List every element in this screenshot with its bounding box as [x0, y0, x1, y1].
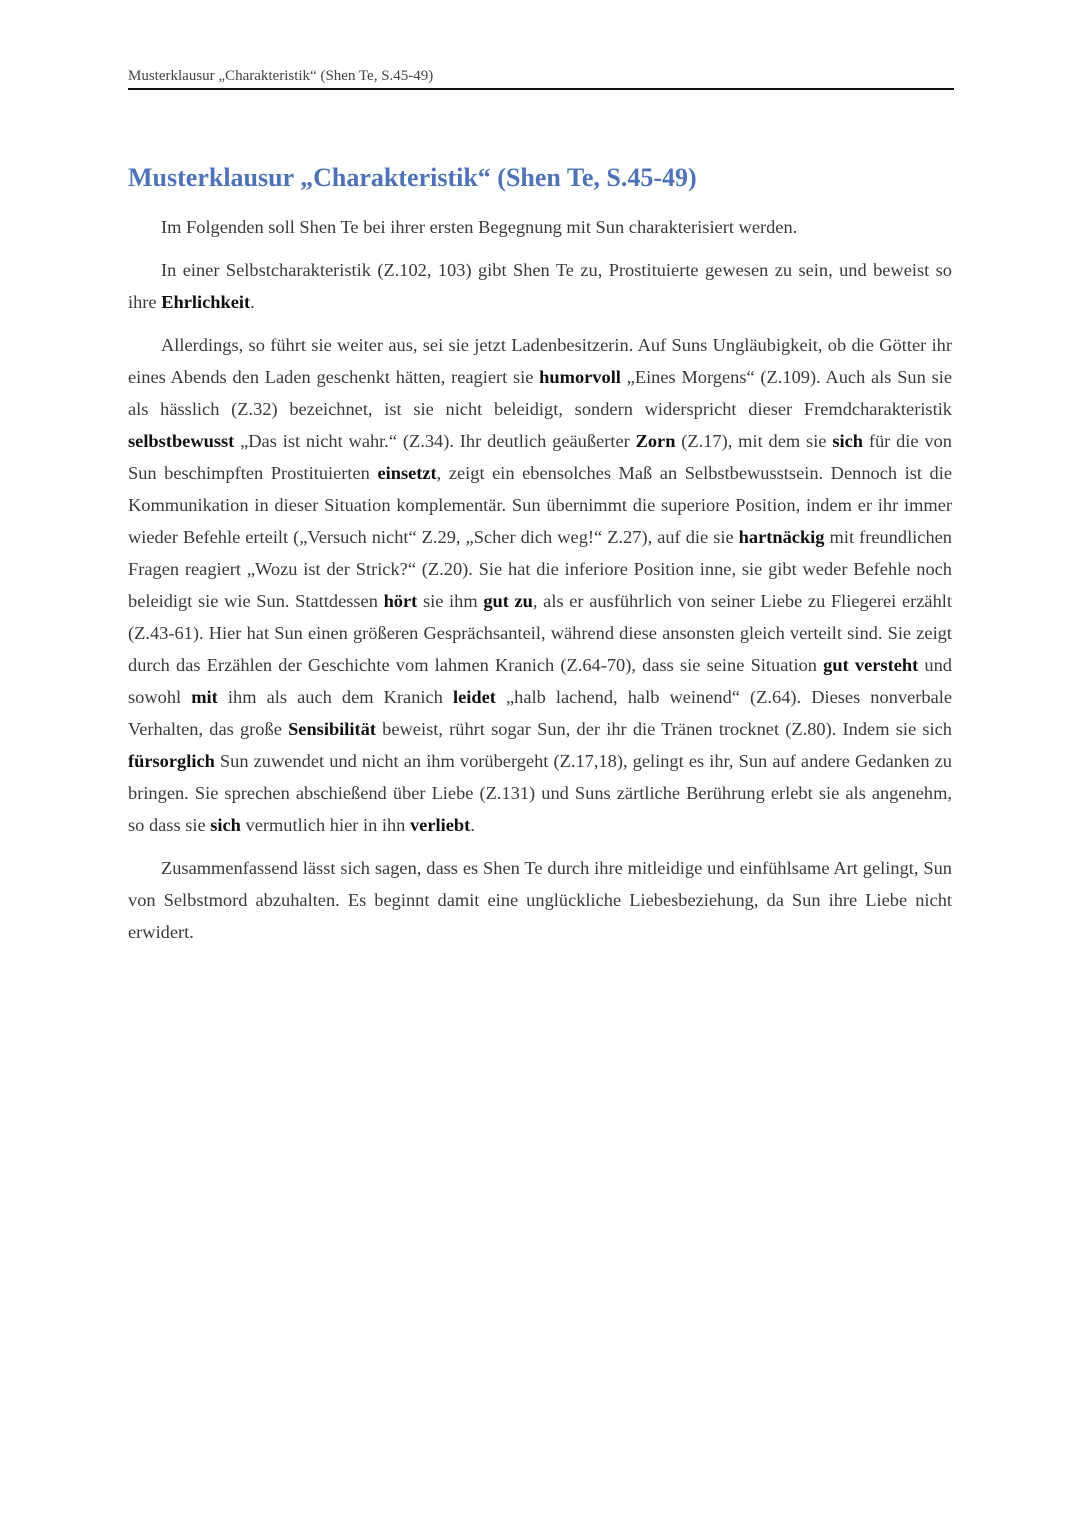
- text-run: .: [250, 292, 255, 312]
- emphasized-term: selbstbewusst: [128, 431, 235, 451]
- text-run: Im Folgenden soll Shen Te bei ihrer ersten Begegnung mit Sun charakterisiert werden.: [161, 217, 798, 237]
- text-run: beweist, rührt sogar Sun, der ihr die Tränen trocknet (Z.80). Indem sie sich: [375, 719, 952, 739]
- text-run: „Das ist nicht wahr.“ (Z.34). Ihr deutlich geäußerter: [234, 431, 636, 451]
- text-run: .: [470, 815, 475, 835]
- emphasized-term: hartnäckig: [738, 527, 825, 547]
- document-body: [128, 211, 952, 959]
- emphasized-term: verliebt: [409, 815, 471, 835]
- paragraph-conclusion: [128, 852, 952, 948]
- emphasized-term: humorvoll: [539, 367, 621, 387]
- text-run: , als er ausführlich von seiner Liebe zu Fliegerei erzählt (Z.43-61). Hier hat Sun einen größeren Gesprächsanteil, während diese ansonsten gleich verteilt sind. Sie zeigt durch das Erzählen der Geschichte vom lahmen Kranich (Z.64-70), dass sie seine Situation: [128, 591, 952, 675]
- emphasized-term: mit: [191, 687, 218, 707]
- text-run: für die von Sun beschimpften Prostituierten: [128, 431, 952, 483]
- emphasized-term: leidet: [452, 687, 496, 707]
- emphasized-term: sich: [210, 815, 241, 835]
- document-title: Musterklausur „Charakteristik“ (Shen Te, S.45-49): [128, 163, 697, 192]
- emphasized-term: Sensibilität: [288, 719, 376, 739]
- text-run: vermutlich hier in ihn: [240, 815, 410, 835]
- emphasized-term: gut zu: [483, 591, 533, 611]
- text-run: und sowohl: [128, 655, 952, 707]
- emphasized-term: gut versteht: [823, 655, 919, 675]
- running-header: [128, 64, 954, 90]
- emphasized-term: hört: [383, 591, 418, 611]
- text-run: „Eines Morgens“ (Z.109). Auch als Sun sie als hässlich (Z.32) bezeichnet, ist sie nicht beleidigt, sondern widerspricht dieser Fremdcharakteristik: [128, 367, 953, 419]
- paragraph-honesty: [128, 254, 952, 318]
- text-run: Zusammenfassend lässt sich sagen, dass es Shen Te durch ihre mitleidige und einfühlsame Art gelingt, Sun von Selbstmord abzuhalten. Es beginnt damit eine unglückliche Liebesbeziehung, da Sun ihre Liebe nicht erwidert.: [128, 858, 952, 942]
- text-run: „halb lachend, halb weinend“ (Z.64). Dieses nonverbale Verhalten, das große: [128, 687, 953, 739]
- emphasized-term: Zorn: [635, 431, 676, 451]
- emphasized-term: sich: [832, 431, 863, 451]
- text-run: ihm als auch dem Kranich: [217, 687, 453, 707]
- emphasized-term: einsetzt: [377, 463, 437, 483]
- emphasized-term: Ehrlichkeit: [161, 292, 251, 312]
- text-run: sie ihm: [417, 591, 484, 611]
- text-run: Allerdings, so führt sie weiter aus, sei sie jetzt Ladenbesitzerin. Auf Suns Ungläubigkeit, ob die Götter ihr eines Abends den Laden geschenkt hätten, reagiert sie: [128, 335, 952, 387]
- text-run: (Z.17), mit dem sie: [675, 431, 833, 451]
- paragraph-main-analysis: [128, 329, 952, 841]
- running-header-title: Musterklausur „Charakteristik“ (Shen Te, S.45-49): [128, 68, 434, 84]
- text-run: Sun zuwendet und nicht an ihm vorübergeht (Z.17,18), gelingt es ihr, Sun auf andere Gedanken zu bringen. Sie sprechen abschießend über Liebe (Z.131) und Suns zärtliche Berührung erlebt sie als angenehm, so dass sie: [128, 751, 952, 835]
- text-run: , zeigt ein ebensolches Maß an Selbstbewusstsein. Dennoch ist die Kommunikation in dieser Situation komplementär. Sun übernimmt die superiore Position, indem er ihr immer wieder Befehle erteilt („Versuch nicht“ Z.29, „Scher dich weg!“ Z.27), auf die sie: [128, 463, 953, 547]
- text-run: mit freundlichen Fragen reagiert „Wozu ist der Strick?“ (Z.20). Sie hat die inferiore Position inne, sie gibt weder Befehle noch beleidigt sie wie Sun. Stattdessen: [128, 527, 953, 611]
- text-run: In einer Selbstcharakteristik (Z.102, 103) gibt Shen Te zu, Prostituierte gewesen zu sein, und beweist so ihre: [128, 260, 952, 312]
- emphasized-term: fürsorglich: [128, 751, 215, 771]
- paragraph-intro: [128, 211, 952, 243]
